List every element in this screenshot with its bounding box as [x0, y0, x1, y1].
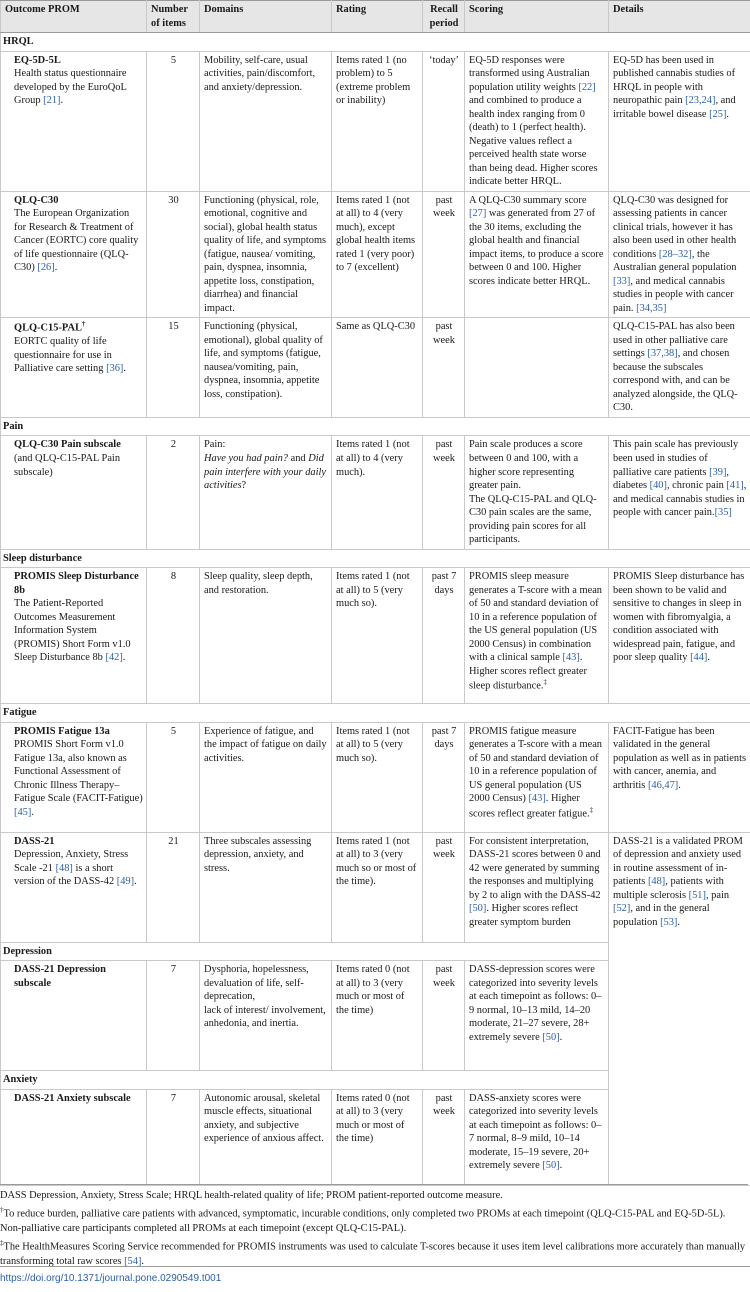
section-label-pain: Pain	[1, 417, 750, 436]
scoring-text: was generated from 27 of the 30 items, excluding the global health and financial impact items, to produce a score between 0 and 100. Higher scores indicate better HRQL.	[469, 208, 604, 287]
details-text: , and medical cannabis studies in people with cancer pain.	[613, 275, 734, 314]
details-text: , and chosen because the subscales correspond with, and can be analyzed alongside, the QLQ-C30.	[613, 348, 738, 414]
table-row-eq5d	[1, 51, 750, 191]
items-cell: 7	[147, 961, 200, 1071]
table-row-qlq-c15-pal	[1, 318, 750, 418]
section-row-hrql	[1, 33, 750, 52]
prom-name: EQ-5D-5L	[14, 54, 61, 66]
details-text: QLQ-C30 was designed for assessing patients in cancer clinical trials, however it has also been used in other health conditions	[613, 194, 737, 260]
rating-cell: Items rated 1 (not at all) to 4 (very much).	[332, 436, 423, 549]
details-cell	[609, 191, 750, 318]
citation-link[interactable]: [28–32]	[658, 248, 692, 260]
recall-cell: past 7 days	[423, 722, 465, 832]
details-text: EQ-5D has been used in published cannabis studies of HRQL in people with neuropathic pain	[613, 54, 736, 107]
details-text: .	[726, 108, 730, 120]
table-header-row	[1, 1, 750, 33]
citation-link[interactable]: [40]	[649, 480, 667, 492]
citation-link[interactable]: [48]	[647, 876, 666, 888]
domains-cell: Functioning (physical, role, emotional, cognitive and social), global health status quality of life, and symptoms (fatigue, nausea/ vomiting, pain, dyspnea, insomnia, appetite loss, constipation, diarrhea) and financial impact.	[200, 191, 332, 318]
header-details: Details	[609, 1, 750, 33]
scoring-text: Pain scale produces a score between 0 and 100, with a higher score representing greater pain.	[469, 439, 583, 492]
prom-desc: PROMIS Short Form v1.0 Fatigue 13a, also known as Functional Assessment of Chronic Illness Therapy–Fatigue Scale (FACIT-Fatigue)	[14, 739, 143, 805]
citation-link[interactable]: [26]	[37, 262, 55, 274]
scoring-cell	[465, 51, 609, 191]
citation-link[interactable]: [42]	[105, 652, 123, 664]
rating-cell: Items rated 1 (not at all) to 5 (very much so).	[332, 722, 423, 832]
prom-desc: (and QLQ-C15-PAL Pain subscale)	[14, 452, 121, 478]
header-recall-period: Recall period	[423, 1, 465, 33]
domains-cell: Mobility, self-care, usual activities, pain/discomfort, and anxiety/depression.	[200, 51, 332, 191]
section-label-fatigue: Fatigue	[1, 704, 750, 723]
ddagger-mark: ‡	[543, 678, 547, 687]
prom-name: QLQ-C30	[14, 194, 59, 206]
prom-name: PROMIS Fatigue 13a	[14, 725, 110, 737]
scoring-text: The QLQ-C15-PAL and QLQ-C30 pain scales are the same, providing pain scores for all participants.	[469, 493, 597, 546]
scoring-cell	[465, 318, 609, 418]
items-cell: 30	[147, 191, 200, 318]
question-text: Have you had pain?	[204, 452, 288, 464]
table-row-promis-fatigue	[1, 722, 750, 832]
recall-cell: past week	[423, 191, 465, 318]
prom-desc: The Patient-Reported Outcomes Measurement Information System (PROMIS) Short Form v1.0 Sleep Disturbance 8b	[14, 598, 131, 664]
citation-link[interactable]: [52]	[613, 903, 631, 915]
section-label-sleep: Sleep disturbance	[1, 549, 750, 568]
rating-cell: Items rated 1 (no problem) to 5 (extreme problem or inability)	[332, 51, 423, 191]
scoring-text: EQ-5D responses were transformed using Australian population utility weights	[469, 54, 590, 93]
header-domains: Domains	[200, 1, 332, 33]
citation-link[interactable]: [44]	[690, 652, 708, 664]
dagger-mark: †	[81, 320, 86, 329]
items-cell: 5	[147, 51, 200, 191]
citation-link[interactable]: [45]	[14, 806, 32, 818]
scoring-cell: For consistent interpretation, DASS-21 scores between 0 and 42 were generated by summing the responses and multiplying by 2 to align with the DASS-42 [50]. Higher scores reflect greater symptom burden	[465, 832, 609, 942]
table-footnotes	[0, 1184, 748, 1272]
items-cell: 7	[147, 1089, 200, 1185]
section-row-pain	[1, 417, 750, 436]
table-row-promis-sleep	[1, 568, 750, 704]
domains-cell: Three subscales assessing depression, anxiety, and stress.	[200, 832, 332, 942]
outcome-cell: DASS-21 Depression, Anxiety, Stress Scale -21 [48] is a short version of the DASS-42 [49].	[1, 832, 147, 942]
citation-link[interactable]: [21]	[43, 95, 61, 107]
citation-link[interactable]: [50]	[542, 1160, 560, 1172]
scoring-cell: DASS-depression scores were categorized into severity levels at each timepoint as follows: 0–9 normal, 10–13 mild, 14–20 moderate, 21–27 severe, 28+ extremely severe [50].	[465, 961, 609, 1071]
recall-cell: ‘today’	[423, 51, 465, 191]
outcome-cell: PROMIS Sleep Disturbance 8b The Patient-Reported Outcomes Measurement Information System (PROMIS) Short Form v1.0 Sleep Disturbance 8b [42].	[1, 568, 147, 704]
citation-link[interactable]: [46,47]	[647, 779, 679, 791]
details-cell	[609, 51, 750, 191]
citation-link[interactable]: [54]	[124, 1256, 142, 1267]
recall-cell: past week	[423, 832, 465, 942]
items-cell: 2	[147, 436, 200, 549]
prom-name: PROMIS Sleep Disturbance 8b	[14, 571, 139, 596]
citation-link[interactable]: [39]	[709, 466, 727, 478]
scoring-cell: PROMIS sleep measure generates a T-score with a mean of 50 and standard deviation of 10 in a reference population of the US general population (US 2000 Census) in combination with a clinical sample [43]. Higher scores reflect greater sleep disturbance.‡	[465, 568, 609, 704]
domains-cell: Dysphoria, hopelessness, devaluation of life, self-deprecation, lack of interest/ involvement, anhedonia, and inertia.	[200, 961, 332, 1071]
items-cell: 8	[147, 568, 200, 704]
details-cell: DASS-21 is a validated PROM of depression and anxiety used in routine assessment of in-patients [48], patients with multiple sclerosis [51], pain [52], and in the general population [53].	[609, 832, 750, 1185]
recall-cell: past week	[423, 961, 465, 1071]
outcome-cell	[1, 436, 147, 549]
rating-cell: Items rated 1 (not at all) to 5 (very much so).	[332, 568, 423, 704]
citation-link[interactable]: [43]	[528, 793, 546, 805]
outcome-cell: PROMIS Fatigue 13a PROMIS Short Form v1.0 Fatigue 13a, also known as Functional Assessment of Chronic Illness Therapy–Fatigue Scale (FACIT-Fatigue) [45].	[1, 722, 147, 832]
details-cell: This pain scale has previously been used in studies of palliative care patients [39], diabetes [40], chronic pain [41], and medical cannabis studies in people with cancer pain.[35]	[609, 436, 750, 549]
items-cell: 21	[147, 832, 200, 942]
prom-name: DASS-21	[14, 835, 55, 847]
citation-link[interactable]: [27]	[469, 208, 487, 220]
scoring-cell	[465, 191, 609, 318]
citation-link[interactable]: [41]	[726, 480, 744, 492]
scoring-cell: DASS-anxiety scores were categorized into severity levels at each timepoint as follows: 0–7 normal, 8–9 mild, 10–14 moderate, 15–19 severe, 20+ extremely severe [50].	[465, 1089, 609, 1185]
prom-name: QLQ-C15-PAL†	[14, 320, 86, 334]
footnote-dagger: †To reduce burden, palliative care patients with advanced, symptomatic, incurable conditions, only completed two PROMs at each timepoint (QLQ-C15-PAL and EQ-5D-5L). Non-palliative care participants completed all PROMs at each timepoint (except QLQ-C15-PAL).	[0, 1205, 726, 1234]
prom-desc: Health status questionnaire developed by the EuroQoL Group	[14, 68, 127, 107]
scoring-text: and combined to produce a health index ranging from 0 (death) to 1 (perfect health). Negative values reflect a perceived health state worse than being dead. Higher scores indicate better HRQL.	[469, 95, 598, 188]
citation-link[interactable]: [50]	[542, 1031, 560, 1043]
header-scoring: Scoring	[465, 1, 609, 33]
prom-desc: The European Organization for Research & Treatment of Cancer (EORTC) core quality of life questionnaire (QLQ-C30)	[14, 208, 139, 274]
section-label-depression: Depression	[1, 942, 609, 961]
section-row-fatigue	[1, 704, 750, 723]
citation-link[interactable]: [49]	[116, 876, 135, 888]
recall-cell: past 7 days	[423, 568, 465, 704]
outcome-cell: QLQ-C30 The European Organization for Research & Treatment of Cancer (EORTC) core quality of life questionnaire (QLQ-C30) [26].	[1, 191, 147, 318]
scoring-cell: PROMIS fatigue measure generates a T-score with a mean of 50 and standard deviation of 10 in a reference population of US general population (US 2000 Census) [43]. Higher scores reflect greater fatigue.‡	[465, 722, 609, 832]
prom-name: DASS-21 Anxiety subscale	[14, 1092, 131, 1104]
rating-cell: Items rated 1 (not at all) to 4 (very much), except global health items rated 1 (very poor) to 7 (excellent)	[332, 191, 423, 318]
citation-link[interactable]: [34,35]	[636, 302, 667, 314]
rating-cell: Items rated 0 (not at all) to 3 (very much or most of the time)	[332, 1089, 423, 1185]
citation-link[interactable]: [22]	[578, 81, 596, 93]
details-cell: FACIT-Fatigue has been validated in the general population as well as in patients with cancer, anemia, and arthritis [46,47].	[609, 722, 750, 832]
question-text: Did pain interfere with your daily activities	[204, 452, 326, 492]
citation-link[interactable]: [48]	[55, 862, 73, 874]
outcome-cell: QLQ-C15-PAL† EORTC quality of life questionnaire for use in Palliative care setting [36].	[1, 318, 147, 418]
citation-link[interactable]: [37,38]	[647, 348, 678, 360]
header-outcome-prom: Outcome PROM	[1, 1, 147, 33]
footnote-abbreviations: DASS Depression, Anxiety, Stress Scale; HRQL health-related quality of life; PROM patient-reported outcome measure.	[0, 1190, 503, 1201]
details-cell	[609, 318, 750, 418]
recall-cell: past week	[423, 436, 465, 549]
citation-link[interactable]: [43]	[562, 652, 580, 664]
details-text: , the Australian general population	[613, 248, 737, 274]
details-cell: PROMIS Sleep disturbance has been shown to be valid and sensitive to changes in sleep in women with fibromyalgia, a condition associated with widespread pain, fatigue, and poor sleep quality [44].	[609, 568, 750, 704]
table-row-dass21	[1, 832, 750, 942]
domains-cell: Functioning (physical, emotional), global quality of life, and symptoms (fatigue, nausea/vomiting, pain, dyspnea, insomnia, appetite loss, constipation).	[200, 318, 332, 418]
rating-cell: Items rated 0 (not at all) to 3 (very much or most of the time)	[332, 961, 423, 1071]
footnote-double-dagger: ‡The HealthMeasures Scoring Service recommended for PROMIS instruments was used to calculate T-scores because it uses item level calibrations more accurately than manually transforming total raw scores [54].	[0, 1238, 746, 1267]
citation-link[interactable]: [50]	[469, 903, 487, 915]
rating-cell: Same as QLQ-C30	[332, 318, 423, 418]
citation-link[interactable]: [23,24]	[685, 95, 716, 107]
outcome-cell	[1, 1089, 147, 1185]
table-row-qlq-c30	[1, 191, 750, 318]
header-rating: Rating	[332, 1, 423, 33]
items-cell: 15	[147, 318, 200, 418]
scoring-cell	[465, 436, 609, 549]
details-text: QLQ-C15-PAL has also been used in other palliative care settings	[613, 321, 735, 360]
domains-cell: Pain: Have you had pain? and Did pain interfere with your daily activities?	[200, 436, 332, 549]
table-row-pain-subscale	[1, 436, 750, 549]
outcome-cell: EQ-5D-5L Health status questionnaire developed by the EuroQoL Group [21].	[1, 51, 147, 191]
domains-cell: Sleep quality, sleep depth, and restoration.	[200, 568, 332, 704]
domains-cell: Autonomic arousal, skeletal muscle effects, situational anxiety, and subjective experience of anxious affect.	[200, 1089, 332, 1185]
doi-link[interactable]: https://doi.org/10.1371/journal.pone.0290549.t001	[0, 1266, 750, 1284]
scoring-text: A QLQ-C30 summary score	[469, 194, 587, 206]
domains-cell: Experience of fatigue, and the impact of fatigue on daily activities.	[200, 722, 332, 832]
recall-cell: past week	[423, 1089, 465, 1185]
rating-cell: Items rated 1 (not at all) to 3 (very much so or most of the time).	[332, 832, 423, 942]
details-text: , and irritable bowel disease	[613, 95, 736, 120]
section-row-sleep	[1, 549, 750, 568]
recall-cell: past week	[423, 318, 465, 418]
prom-name: DASS-21 Depression subscale	[14, 964, 106, 989]
citation-link[interactable]: [33]	[613, 275, 631, 287]
citation-link[interactable]: [51]	[688, 889, 706, 901]
prom-name: QLQ-C30 Pain subscale	[14, 439, 121, 451]
header-number-of-items: Number of items	[147, 1, 200, 33]
section-label-hrql: HRQL	[1, 33, 750, 52]
citation-link[interactable]: [25]	[709, 108, 727, 120]
prom-desc: EORTC quality of life questionnaire for use in Palliative care setting	[14, 336, 112, 375]
section-label-anxiety: Anxiety	[1, 1071, 609, 1090]
outcome-cell	[1, 961, 147, 1071]
items-cell: 5	[147, 722, 200, 832]
citation-link[interactable]: [36]	[106, 363, 124, 375]
prom-desc: Depression, Anxiety, Stress Scale -21	[14, 849, 129, 874]
citation-link[interactable]: [35]	[714, 507, 732, 519]
ddagger-mark: ‡	[589, 805, 594, 814]
citation-link[interactable]: [53]	[660, 916, 678, 928]
